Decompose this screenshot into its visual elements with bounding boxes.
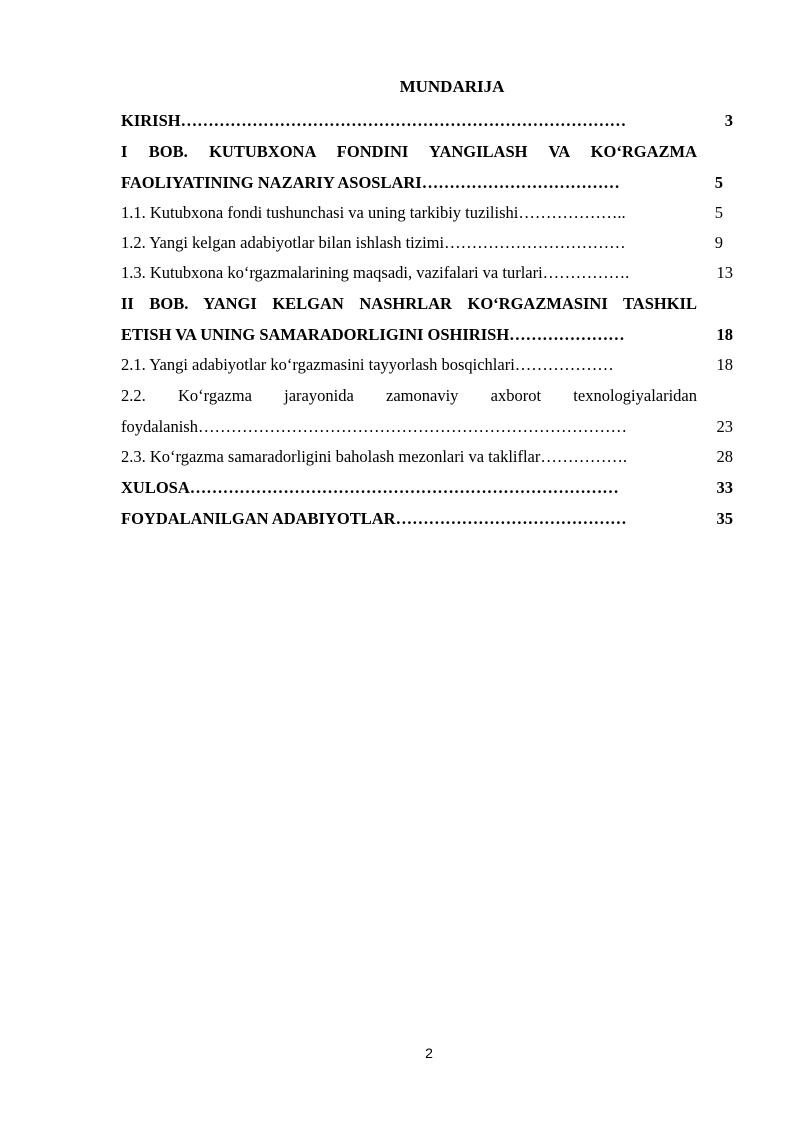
toc-entry-text: I BOB. KUTUBXONA FONDINI YANGILASH VA KO‘RGAZMA xyxy=(121,142,697,161)
toc-entry-text: 2.2. Ko‘rgazma jarayonida zamonaviy axborot texnologiyalaridan xyxy=(121,386,697,405)
toc-entry-text: KIRISH……………………………………………………………………… xyxy=(121,111,627,130)
toc-entry-page: 5 xyxy=(714,173,723,192)
page-number: 2 xyxy=(425,1045,433,1061)
toc-entry-text: 1.2. Yangi kelgan adabiyotlar bilan ishlash tizimi…………………………… xyxy=(121,233,626,252)
toc-entry-page: 18 xyxy=(716,355,733,374)
toc-entry-text: FOYDALANILGAN ADABIYOTLAR…………………………………… xyxy=(121,509,627,528)
toc-entry-page: 18 xyxy=(716,325,733,344)
toc-entry-text: 2.3. Ko‘rgazma samaradorligini baholash mezonlari va takliflar……………. xyxy=(121,447,628,466)
toc-entry-text: XULOSA…………………………………………………………………… xyxy=(121,478,619,497)
toc-entry-text: 2.1. Yangi adabiyotlar ko‘rgazmasini tayyorlash bosqichlari……………… xyxy=(121,355,614,374)
toc-entry-page: 35 xyxy=(716,509,733,528)
toc-entry-page: 13 xyxy=(716,263,733,282)
toc-entry-text: FAOLIYATINING NAZARIY ASOSLARI……………………………… xyxy=(121,173,620,192)
toc-entry-text: II BOB. YANGI KELGAN NASHRLAR KO‘RGAZMASINI TASHKIL xyxy=(121,294,697,313)
toc-entry-page: 3 xyxy=(724,111,733,130)
toc-entry-page: 5 xyxy=(714,203,723,222)
toc-entry-page: 28 xyxy=(716,447,733,466)
page-title: MUNDARIJA xyxy=(399,77,505,96)
toc-entry-page: 33 xyxy=(716,478,733,497)
toc-entry-page: 23 xyxy=(716,417,733,436)
toc-entry-text: 1.3. Kutubxona ko‘rgazmalarining maqsadi, vazifalari va turlari……………. xyxy=(121,263,630,282)
toc-entry-text: ETISH VA UNING SAMARADORLIGINI OSHIRISH………………… xyxy=(121,325,625,344)
toc-entry-page: 9 xyxy=(714,233,723,252)
toc-entry-text: foydalanish…………………………………………………………………… xyxy=(121,417,627,436)
toc-entry-text: 1.1. Kutubxona fondi tushunchasi va uning tarkibiy tuzilishi……………….. xyxy=(121,203,626,222)
